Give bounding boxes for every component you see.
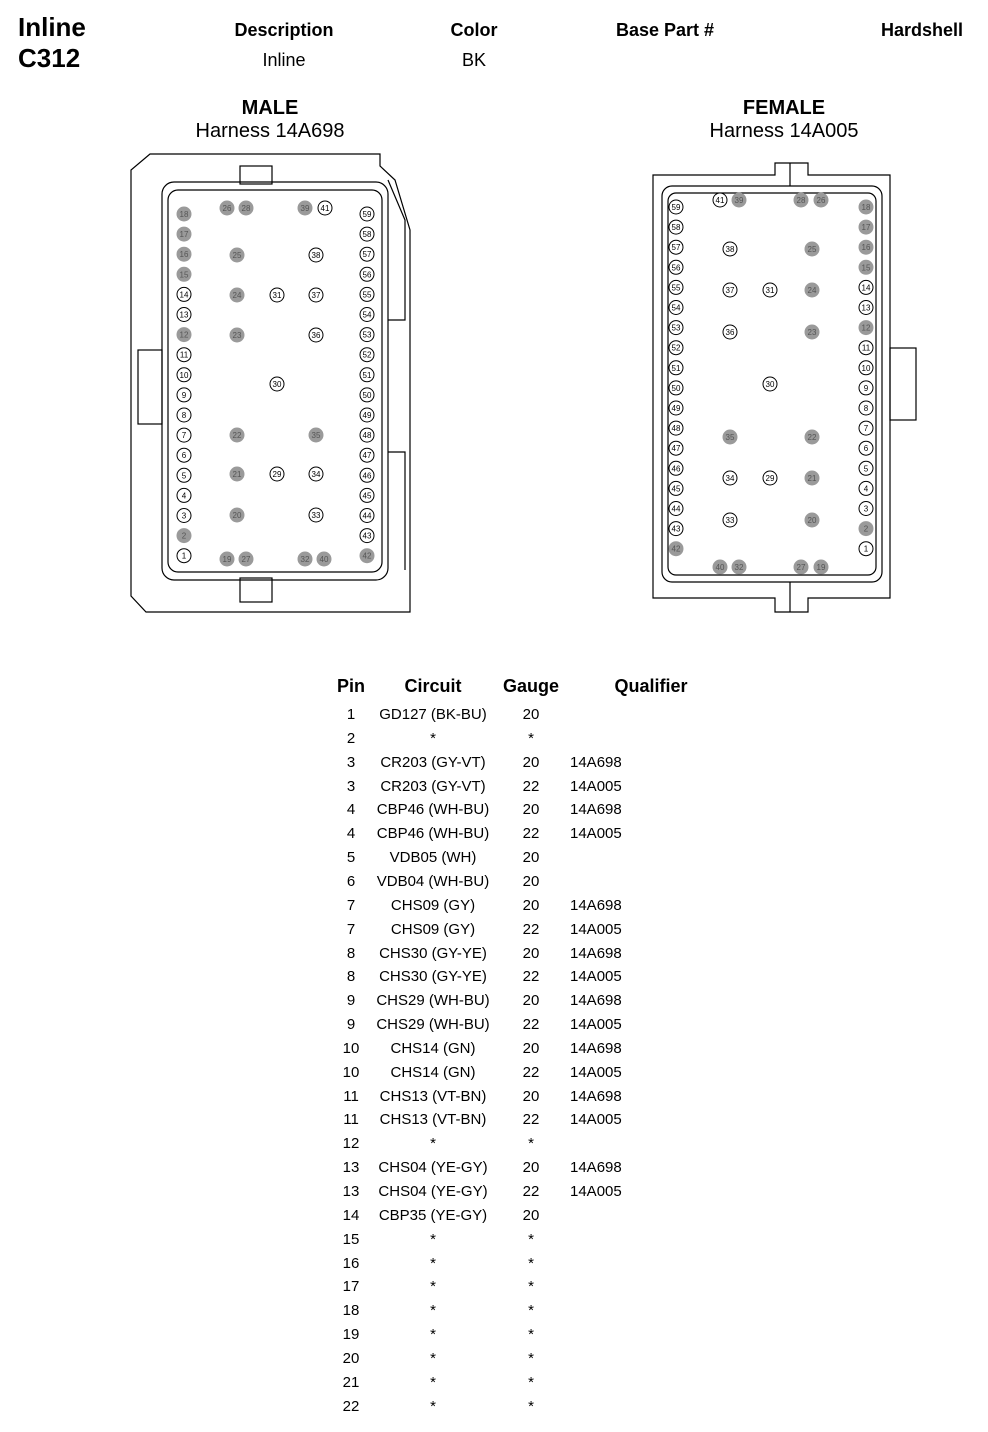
male-pin-label: 27 bbox=[241, 555, 251, 564]
male-pin-label: 47 bbox=[362, 451, 372, 461]
circuit-cell: * bbox=[430, 1326, 436, 1344]
gauge-cell: 20 bbox=[522, 1206, 540, 1224]
gauge-cell: 20 bbox=[522, 1159, 540, 1177]
qualifier-cell: 14A005 bbox=[570, 825, 622, 843]
pin-cell: 5 bbox=[346, 849, 356, 867]
male-pin-label: 29 bbox=[272, 470, 282, 479]
qualifier-cell: 14A005 bbox=[570, 1063, 622, 1081]
circuit-cell: * bbox=[430, 1373, 436, 1391]
pin-cell: 1 bbox=[346, 706, 356, 723]
male-pin-label: 6 bbox=[181, 451, 187, 461]
female-pin-label: 9 bbox=[863, 383, 869, 393]
qualifier-cell: 14A005 bbox=[570, 968, 622, 986]
table-row bbox=[320, 1302, 720, 1326]
male-title: MALE bbox=[241, 97, 299, 119]
male-pin-label: 13 bbox=[179, 310, 189, 320]
female-pin-label: 54 bbox=[671, 303, 681, 313]
pin-cell: 22 bbox=[342, 1397, 360, 1415]
female-pin-label: 11 bbox=[861, 343, 871, 353]
female-pin-label: 48 bbox=[671, 424, 681, 434]
circuit-cell: CHS13 (VT-BN) bbox=[379, 1087, 487, 1105]
pin-cell: 21 bbox=[342, 1373, 360, 1391]
gauge-cell: * bbox=[528, 1326, 534, 1344]
male-pin-label: 42 bbox=[362, 551, 372, 561]
male-pin-label: 11 bbox=[179, 350, 189, 360]
male-pin-label: 17 bbox=[179, 230, 189, 240]
pin-cell: 13 bbox=[342, 1183, 360, 1200]
pin-cell: 11 bbox=[343, 1087, 359, 1105]
gauge-cell: 22 bbox=[522, 825, 540, 843]
gauge-cell: 22 bbox=[522, 1063, 540, 1081]
table-row bbox=[320, 873, 720, 897]
male-pin-label: 19 bbox=[222, 555, 232, 564]
table-row bbox=[320, 921, 720, 945]
male-pin-label: 16 bbox=[179, 250, 189, 260]
female-pin-label: 59 bbox=[671, 203, 681, 212]
table-row bbox=[320, 1278, 720, 1302]
female-pin-label: 40 bbox=[715, 563, 725, 572]
pin-cell: 12 bbox=[342, 1135, 360, 1153]
male-pin-label: 21 bbox=[232, 470, 242, 479]
connector-id: C312 bbox=[18, 43, 81, 73]
female-pin-label: 55 bbox=[671, 283, 681, 293]
female-pin-label: 50 bbox=[671, 383, 681, 393]
circuit-cell: CHS14 (GN) bbox=[390, 1039, 476, 1057]
table-row bbox=[320, 945, 720, 969]
qualifier-cell: 14A698 bbox=[570, 944, 622, 962]
circuit-cell: CR203 (GY-VT) bbox=[380, 753, 486, 771]
male-pin-label: 51 bbox=[362, 370, 372, 380]
header-gauge: Gauge bbox=[502, 676, 560, 696]
male-pin-label: 3 bbox=[181, 511, 187, 521]
female-pin-label: 57 bbox=[671, 243, 681, 253]
male-pin-label: 48 bbox=[362, 431, 372, 441]
male-pin-label: 7 bbox=[181, 431, 187, 441]
circuit-cell: * bbox=[430, 1397, 436, 1415]
female-pin-label: 5 bbox=[863, 464, 869, 474]
gauge-cell: * bbox=[528, 1254, 534, 1272]
circuit-cell: VDB05 (WH) bbox=[389, 849, 477, 867]
pin-cell: 8 bbox=[346, 968, 356, 986]
female-pin-label: 46 bbox=[671, 464, 681, 474]
table-row bbox=[320, 1183, 720, 1207]
male-pin-label: 32 bbox=[300, 555, 310, 564]
male-pin-label: 56 bbox=[362, 270, 372, 280]
gauge-cell: 20 bbox=[522, 706, 540, 723]
qualifier-cell: 14A698 bbox=[570, 992, 622, 1010]
circuit-cell: * bbox=[430, 1349, 436, 1367]
pin-cell: 8 bbox=[346, 944, 356, 962]
male-pin-label: 8 bbox=[181, 411, 187, 420]
header-pin: Pin bbox=[336, 676, 366, 696]
male-pin-label: 28 bbox=[241, 204, 251, 213]
circuit-cell: CBP35 (YE-GY) bbox=[378, 1206, 488, 1224]
gauge-cell: * bbox=[528, 1230, 534, 1248]
female-pin-label: 28 bbox=[796, 196, 806, 205]
gauge-cell: 20 bbox=[522, 896, 540, 914]
female-pin-label: 29 bbox=[765, 474, 775, 483]
female-pin-label: 26 bbox=[816, 196, 826, 205]
qualifier-cell: 14A005 bbox=[570, 1016, 622, 1034]
female-pin-label: 51 bbox=[671, 363, 681, 373]
male-subtitle: Harness 14A698 bbox=[195, 120, 345, 142]
circuit-cell: CBP46 (WH-BU) bbox=[376, 825, 490, 843]
male-pin-label: 36 bbox=[311, 331, 321, 340]
female-pin-label: 53 bbox=[671, 323, 681, 333]
female-pin-label: 14 bbox=[861, 283, 871, 293]
pin-cell: 19 bbox=[342, 1326, 360, 1344]
gauge-cell: 20 bbox=[522, 992, 540, 1010]
female-pin-label: 42 bbox=[671, 544, 681, 554]
description-label: Description bbox=[234, 20, 334, 40]
female-connector-diagram bbox=[0, 0, 988, 640]
circuit-cell: CBP46 (WH-BU) bbox=[376, 801, 490, 819]
circuit-cell: CHS29 (WH-BU) bbox=[376, 1016, 490, 1034]
female-pin-label: 24 bbox=[807, 286, 817, 295]
gauge-cell: * bbox=[528, 1302, 534, 1320]
male-pin-label: 59 bbox=[362, 210, 372, 219]
gauge-cell: 20 bbox=[522, 849, 540, 867]
male-pin-label: 10 bbox=[179, 370, 189, 380]
male-pin-label: 50 bbox=[362, 390, 372, 400]
pin-cell: 9 bbox=[346, 1016, 356, 1034]
female-pin-label: 58 bbox=[671, 223, 681, 233]
gauge-cell: * bbox=[528, 1135, 534, 1153]
pin-cell: 4 bbox=[346, 825, 356, 843]
female-pin-label: 19 bbox=[816, 563, 826, 572]
female-pin-label: 21 bbox=[807, 474, 817, 483]
female-pin-label: 38 bbox=[725, 245, 735, 254]
table-row bbox=[320, 825, 720, 849]
male-pin-label: 34 bbox=[311, 470, 321, 479]
female-pin-label: 2 bbox=[863, 524, 869, 534]
male-pin-label: 57 bbox=[362, 250, 372, 260]
circuit-cell: CR203 (GY-VT) bbox=[380, 777, 486, 795]
connector-type: Inline bbox=[18, 12, 86, 42]
female-pin-label: 4 bbox=[863, 484, 869, 494]
male-pin-label: 41 bbox=[320, 204, 330, 213]
pin-cell: 3 bbox=[346, 777, 356, 795]
female-pin-label: 20 bbox=[807, 516, 817, 525]
female-pin-layer bbox=[669, 193, 873, 574]
male-pin-label: 31 bbox=[272, 291, 282, 300]
table-row bbox=[320, 849, 720, 873]
male-pin-label: 5 bbox=[181, 471, 187, 481]
qualifier-cell: 14A005 bbox=[570, 920, 622, 938]
female-pin-label: 13 bbox=[861, 303, 871, 313]
female-pin-label: 15 bbox=[861, 263, 871, 273]
male-pin-label: 55 bbox=[362, 290, 372, 300]
base-part-label: Base Part # bbox=[615, 20, 715, 40]
gauge-cell: 20 bbox=[522, 801, 540, 819]
gauge-cell: 20 bbox=[522, 753, 540, 771]
table-row bbox=[320, 1255, 720, 1279]
female-pin-label: 8 bbox=[863, 404, 869, 413]
female-pin-label: 35 bbox=[725, 433, 735, 442]
gauge-cell: 20 bbox=[522, 1039, 540, 1057]
circuit-cell: CHS09 (GY) bbox=[390, 920, 476, 938]
table-row bbox=[320, 1159, 720, 1183]
male-pin-label: 15 bbox=[179, 270, 189, 280]
pin-cell: 10 bbox=[342, 1063, 360, 1081]
table-row bbox=[320, 1016, 720, 1040]
female-pin-label: 44 bbox=[671, 504, 681, 514]
male-pin-label: 23 bbox=[232, 331, 242, 340]
table-row bbox=[320, 1040, 720, 1064]
gauge-cell: * bbox=[528, 729, 534, 747]
qualifier-cell: 14A698 bbox=[570, 1159, 622, 1177]
pin-cell: 6 bbox=[346, 872, 356, 890]
male-pin-label: 52 bbox=[362, 350, 372, 360]
male-pin-label: 22 bbox=[232, 431, 242, 440]
table-row bbox=[320, 1135, 720, 1159]
female-pin-label: 6 bbox=[863, 444, 869, 454]
circuit-cell: * bbox=[430, 1302, 436, 1320]
table-row bbox=[320, 1111, 720, 1135]
male-pin-label: 30 bbox=[272, 380, 282, 389]
female-pin-label: 18 bbox=[861, 203, 871, 212]
male-pin-label: 14 bbox=[179, 290, 189, 300]
circuit-cell: GD127 (BK-BU) bbox=[379, 706, 487, 723]
female-pin-label: 27 bbox=[796, 563, 806, 572]
circuit-cell: * bbox=[430, 1135, 436, 1153]
gauge-cell: * bbox=[528, 1349, 534, 1367]
qualifier-cell: 14A698 bbox=[570, 896, 622, 914]
pin-cell: 11 bbox=[343, 1111, 359, 1129]
pin-cell: 3 bbox=[346, 753, 356, 771]
male-pin-label: 4 bbox=[181, 491, 187, 501]
female-pin-label: 30 bbox=[765, 380, 775, 389]
male-pin-label: 49 bbox=[362, 411, 372, 420]
circuit-cell: CHS13 (VT-BN) bbox=[379, 1111, 487, 1129]
female-pin-label: 41 bbox=[715, 196, 725, 205]
female-pin-label: 12 bbox=[861, 323, 871, 333]
male-pin-label: 1 bbox=[181, 551, 187, 561]
table-row bbox=[320, 1064, 720, 1088]
male-pin-label: 20 bbox=[232, 511, 242, 520]
table-row bbox=[320, 992, 720, 1016]
circuit-cell: * bbox=[430, 1230, 436, 1248]
table-row bbox=[320, 778, 720, 802]
male-pin-label: 24 bbox=[232, 291, 242, 300]
female-pin-label: 39 bbox=[734, 196, 744, 205]
pin-cell: 7 bbox=[346, 896, 356, 914]
gauge-cell: 22 bbox=[522, 777, 540, 795]
header-circuit: Circuit bbox=[404, 676, 462, 696]
female-pin-label: 25 bbox=[807, 245, 817, 254]
table-row bbox=[320, 1207, 720, 1231]
male-pin-label: 43 bbox=[362, 531, 372, 541]
circuit-cell: CHS04 (YE-GY) bbox=[378, 1183, 488, 1200]
gauge-cell: 22 bbox=[522, 1183, 540, 1200]
male-pin-label: 45 bbox=[362, 491, 372, 501]
male-pin-label: 39 bbox=[300, 204, 310, 213]
pin-cell: 10 bbox=[342, 1039, 360, 1057]
circuit-cell: CHS30 (GY-YE) bbox=[379, 968, 487, 986]
table-row bbox=[320, 1398, 720, 1422]
female-title: FEMALE bbox=[742, 97, 826, 119]
pin-cell: 17 bbox=[342, 1278, 360, 1296]
female-pin-label: 16 bbox=[861, 243, 871, 253]
male-pin-label: 40 bbox=[319, 555, 329, 564]
circuit-cell: VDB04 (WH-BU) bbox=[376, 872, 490, 890]
table-row bbox=[320, 1374, 720, 1398]
gauge-cell: 20 bbox=[522, 944, 540, 962]
table-row bbox=[320, 706, 720, 730]
male-pin-label: 26 bbox=[222, 204, 232, 213]
male-pin-label: 18 bbox=[179, 210, 189, 219]
table-row bbox=[320, 1350, 720, 1374]
hardshell-label: Hardshell bbox=[880, 20, 964, 40]
male-pin-label: 9 bbox=[181, 390, 187, 400]
female-pin-label: 22 bbox=[807, 433, 817, 442]
pin-cell: 4 bbox=[346, 801, 356, 819]
female-pin-label: 17 bbox=[861, 223, 871, 233]
circuit-cell: CHS09 (GY) bbox=[390, 896, 476, 914]
male-pin-label: 35 bbox=[311, 431, 321, 440]
pin-cell: 13 bbox=[342, 1159, 360, 1177]
pin-cell: 7 bbox=[346, 920, 356, 938]
pin-cell: 14 bbox=[342, 1206, 360, 1224]
male-pin-label: 38 bbox=[311, 251, 321, 260]
gauge-cell: * bbox=[528, 1373, 534, 1391]
female-pin-label: 52 bbox=[671, 343, 681, 353]
female-pin-label: 45 bbox=[671, 484, 681, 494]
qualifier-cell: 14A005 bbox=[570, 1183, 622, 1200]
qualifier-cell: 14A698 bbox=[570, 1087, 622, 1105]
female-pin-label: 36 bbox=[725, 328, 735, 337]
gauge-cell: 22 bbox=[522, 1016, 540, 1034]
male-pin-label: 58 bbox=[362, 230, 372, 240]
table-row bbox=[320, 1326, 720, 1350]
male-pin-label: 44 bbox=[362, 511, 372, 521]
female-pin-label: 1 bbox=[863, 544, 869, 554]
pin-cell: 20 bbox=[342, 1349, 360, 1367]
circuit-cell: CHS29 (WH-BU) bbox=[376, 992, 490, 1010]
female-pin-label: 10 bbox=[861, 363, 871, 373]
pin-cell: 16 bbox=[342, 1254, 360, 1272]
header-qualifier: Qualifier bbox=[614, 676, 688, 696]
female-pin-label: 47 bbox=[671, 444, 681, 454]
table-row bbox=[320, 897, 720, 921]
male-pin-label: 53 bbox=[362, 330, 372, 340]
male-pin-label: 37 bbox=[311, 291, 321, 300]
circuit-cell: CHS04 (YE-GY) bbox=[378, 1159, 488, 1177]
male-pin-label: 33 bbox=[311, 511, 321, 520]
female-subtitle: Harness 14A005 bbox=[709, 120, 859, 142]
female-pin-label: 43 bbox=[671, 524, 681, 534]
pin-cell: 18 bbox=[342, 1302, 360, 1320]
qualifier-cell: 14A698 bbox=[570, 801, 622, 819]
pin-cell: 2 bbox=[346, 729, 356, 747]
table-row bbox=[320, 1231, 720, 1255]
gauge-cell: 22 bbox=[522, 1111, 540, 1129]
gauge-cell: 22 bbox=[522, 968, 540, 986]
gauge-cell: 20 bbox=[522, 872, 540, 890]
circuit-cell: * bbox=[430, 729, 436, 747]
female-pin-label: 56 bbox=[671, 263, 681, 273]
circuit-cell: CHS14 (GN) bbox=[390, 1063, 476, 1081]
qualifier-cell: 14A005 bbox=[570, 1111, 622, 1129]
table-row bbox=[320, 1088, 720, 1112]
gauge-cell: 22 bbox=[522, 920, 540, 938]
female-pin-label: 32 bbox=[734, 563, 744, 572]
qualifier-cell: 14A698 bbox=[570, 753, 622, 771]
female-pin-label: 3 bbox=[863, 504, 869, 514]
female-pin-label: 37 bbox=[725, 286, 735, 295]
female-pin-label: 7 bbox=[863, 424, 869, 434]
gauge-cell: 20 bbox=[522, 1087, 540, 1105]
female-pin-label: 23 bbox=[807, 328, 817, 337]
color-label: Color bbox=[450, 20, 498, 40]
gauge-cell: * bbox=[528, 1397, 534, 1415]
male-pin-label: 46 bbox=[362, 471, 372, 481]
circuit-cell: CHS30 (GY-YE) bbox=[379, 944, 487, 962]
color-value: BK bbox=[461, 50, 487, 70]
pin-cell: 9 bbox=[346, 992, 356, 1010]
female-pin-label: 49 bbox=[671, 404, 681, 413]
pin-cell: 15 bbox=[342, 1230, 360, 1248]
female-pin-label: 34 bbox=[725, 474, 735, 483]
female-pin-label: 31 bbox=[765, 286, 775, 295]
male-pin-label: 2 bbox=[181, 531, 187, 541]
description-value: Inline bbox=[262, 50, 306, 70]
table-row bbox=[320, 968, 720, 992]
table-row bbox=[320, 801, 720, 825]
female-pin-label: 33 bbox=[725, 516, 735, 525]
male-pin-label: 12 bbox=[179, 330, 189, 340]
circuit-cell: * bbox=[430, 1254, 436, 1272]
male-pin-label: 25 bbox=[232, 251, 242, 260]
female-connector-body bbox=[653, 163, 916, 612]
table-row bbox=[320, 754, 720, 778]
male-pin-label: 54 bbox=[362, 310, 372, 320]
gauge-cell: * bbox=[528, 1278, 534, 1296]
qualifier-cell: 14A698 bbox=[570, 1039, 622, 1057]
qualifier-cell: 14A005 bbox=[570, 777, 622, 795]
circuit-cell: * bbox=[430, 1278, 436, 1296]
table-row bbox=[320, 730, 720, 754]
